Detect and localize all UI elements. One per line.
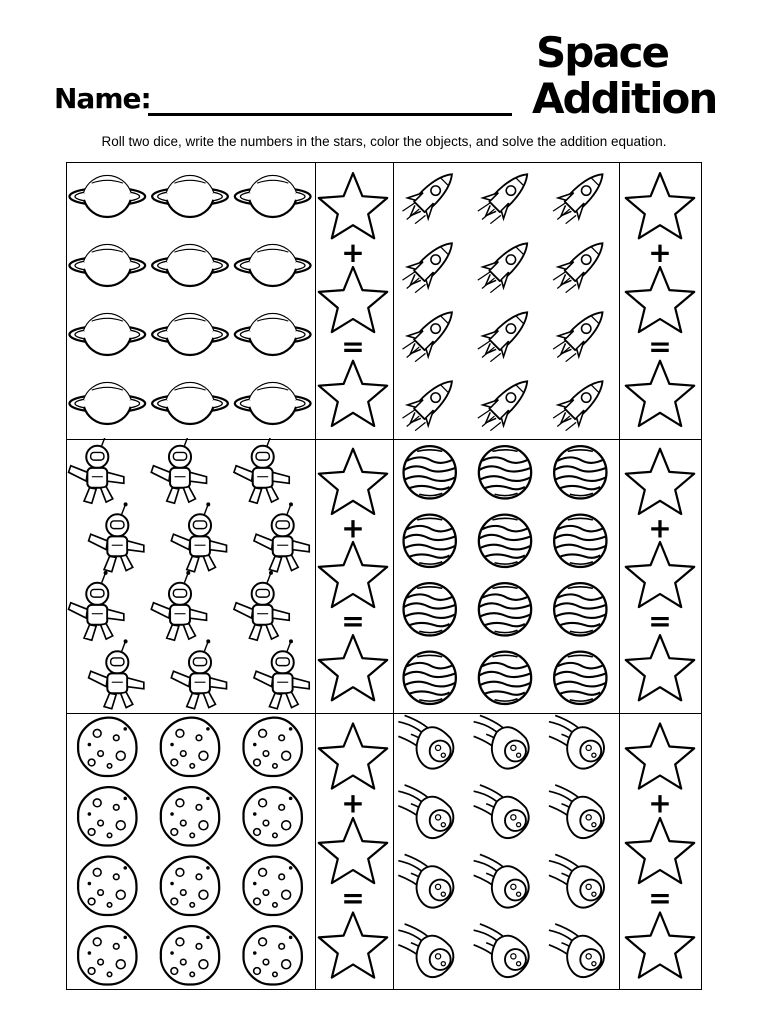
rocket-icon[interactable] [475,164,537,226]
ringed-planet-icon[interactable] [235,314,311,355]
striped-planet-icon[interactable] [479,583,531,635]
astronaut-icon[interactable] [151,571,206,640]
object-group [392,712,618,990]
moon-icon[interactable] [161,787,219,845]
meteor-icon[interactable] [398,785,453,838]
rocket-icon[interactable] [551,164,613,226]
moon-icon[interactable] [161,926,219,984]
equals-sign: = [648,329,672,363]
rocket-icon[interactable] [475,233,537,295]
moon-icon[interactable] [161,718,219,776]
title-line-1: Space [536,28,669,77]
rocket-icon[interactable] [400,371,462,433]
first-addend-star[interactable] [319,173,387,238]
second-addend-star[interactable] [319,818,387,883]
equals-sign: = [648,881,672,915]
sum-star[interactable] [626,361,694,426]
object-cell[interactable] [392,438,618,712]
equals-sign: = [341,329,365,363]
equals-sign: = [341,604,365,638]
meteor-icon[interactable] [474,924,529,977]
sum-star[interactable] [319,635,387,700]
striped-planet-icon[interactable] [554,652,606,704]
name-field-line[interactable] [148,113,512,116]
ringed-planet-icon[interactable] [152,176,228,217]
moon-icon[interactable] [243,857,301,915]
astronaut-icon[interactable] [69,571,124,640]
striped-planet-icon[interactable] [554,446,606,498]
plus-sign: + [341,511,365,545]
striped-planet-icon[interactable] [404,515,456,567]
object-cell[interactable] [66,438,314,712]
ringed-planet-icon[interactable] [69,245,145,286]
meteor-icon[interactable] [398,924,453,977]
astronaut-icon[interactable] [171,639,226,708]
first-addend-star[interactable] [626,449,694,514]
object-group [392,438,618,712]
meteor-icon[interactable] [549,854,604,907]
second-addend-star[interactable] [319,542,387,607]
astronaut-icon[interactable] [254,639,309,708]
meteor-icon[interactable] [474,854,529,907]
moon-icon[interactable] [243,787,301,845]
meteor-icon[interactable] [549,924,604,977]
striped-planet-icon[interactable] [479,446,531,498]
ringed-planet-icon[interactable] [152,383,228,424]
ringed-planet-icon[interactable] [235,176,311,217]
striped-planet-icon[interactable] [404,446,456,498]
sum-star[interactable] [319,361,387,426]
plus-sign: + [648,511,672,545]
equation-column [314,162,392,438]
instructions: Roll two dice, write the numbers in the stars, color the objects, and solve the addition equation. [101,134,667,149]
equals-sign: = [648,604,672,638]
equation-column [314,438,392,712]
equation-column [618,162,702,438]
ringed-planet-icon[interactable] [152,314,228,355]
equals-sign: = [341,881,365,915]
rocket-icon[interactable] [400,302,462,364]
equation-column [314,712,392,990]
astronaut-icon[interactable] [89,502,144,571]
sum-star[interactable] [626,913,694,978]
astronaut-icon[interactable] [254,502,309,571]
ringed-planet-icon[interactable] [235,245,311,286]
striped-planet-icon[interactable] [404,583,456,635]
object-cell[interactable] [66,162,314,438]
ringed-planet-icon[interactable] [69,176,145,217]
striped-planet-icon[interactable] [554,583,606,635]
equation-column [618,438,702,712]
object-group [66,712,314,990]
plus-sign: + [341,786,365,820]
astronaut-icon[interactable] [151,438,206,503]
meteor-icon[interactable] [549,785,604,838]
striped-planet-icon[interactable] [479,652,531,704]
object-cell[interactable] [66,712,314,990]
second-addend-star[interactable] [626,818,694,883]
moon-icon[interactable] [78,926,136,984]
equation-column [618,712,702,990]
meteor-icon[interactable] [398,854,453,907]
worksheet-title [532,28,717,123]
object-group [392,162,618,438]
plus-sign: + [341,236,365,270]
moon-icon[interactable] [243,718,301,776]
meteor-icon[interactable] [474,785,529,838]
meteor-icon[interactable] [398,715,453,768]
second-addend-star[interactable] [319,267,387,332]
ringed-planet-icon[interactable] [69,314,145,355]
ringed-planet-icon[interactable] [69,383,145,424]
plus-sign: + [648,786,672,820]
meteor-icon[interactable] [474,715,529,768]
meteor-icon[interactable] [549,715,604,768]
sum-star[interactable] [626,635,694,700]
first-addend-star[interactable] [626,173,694,238]
object-group [66,162,314,438]
striped-planet-icon[interactable] [554,515,606,567]
plus-sign: + [648,236,672,270]
moon-icon[interactable] [243,926,301,984]
second-addend-star[interactable] [626,542,694,607]
second-addend-star[interactable] [626,267,694,332]
first-addend-star[interactable] [626,724,694,789]
object-cell[interactable] [392,162,618,438]
rocket-icon[interactable] [551,371,613,433]
rocket-icon[interactable] [551,302,613,364]
moon-icon[interactable] [78,857,136,915]
object-group [66,438,314,712]
striped-planet-icon[interactable] [479,515,531,567]
striped-planet-icon[interactable] [404,652,456,704]
astronaut-icon[interactable] [234,571,289,640]
rocket-icon[interactable] [475,371,537,433]
moon-icon[interactable] [78,718,136,776]
astronaut-icon[interactable] [171,502,226,571]
moon-icon[interactable] [78,787,136,845]
sum-star[interactable] [319,913,387,978]
rocket-icon[interactable] [400,233,462,295]
object-cell[interactable] [392,712,618,990]
ringed-planet-icon[interactable] [235,383,311,424]
rocket-icon[interactable] [475,302,537,364]
rocket-icon[interactable] [400,164,462,226]
ringed-planet-icon[interactable] [152,245,228,286]
first-addend-star[interactable] [319,724,387,789]
astronaut-icon[interactable] [89,639,144,708]
astronaut-icon[interactable] [234,438,289,503]
title-line-2: Addition [532,74,717,123]
astronaut-icon[interactable] [69,438,124,503]
moon-icon[interactable] [161,857,219,915]
rocket-icon[interactable] [551,233,613,295]
name-label: Name: [54,82,151,115]
first-addend-star[interactable] [319,449,387,514]
worksheet-header [0,0,768,160]
